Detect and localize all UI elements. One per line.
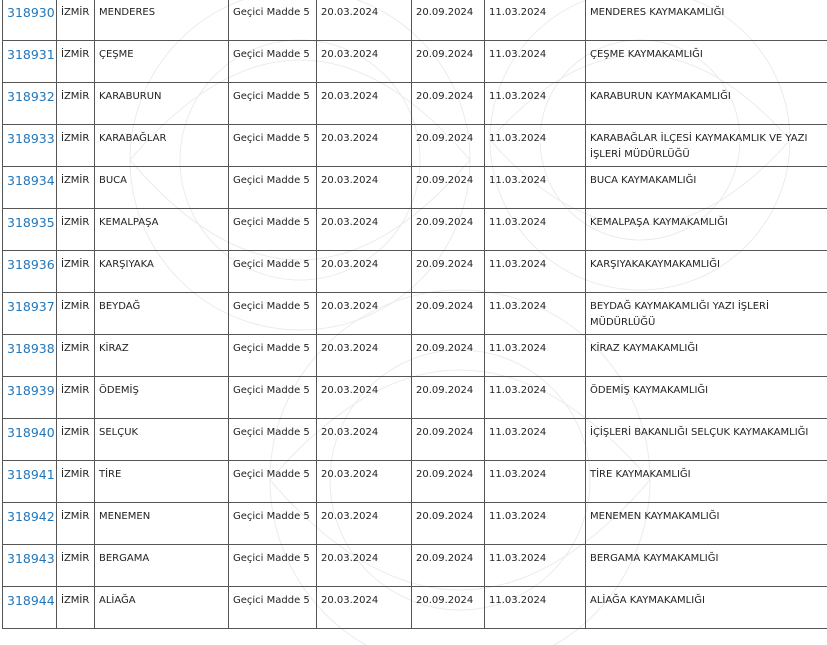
end-date-cell: 20.09.2024 — [412, 41, 485, 83]
institution-cell: İÇİŞLERİ BAKANLIĞI SELÇUK KAYMAKAMLIĞI — [586, 419, 827, 461]
id-cell — [3, 377, 57, 419]
table-row — [3, 125, 827, 167]
province-cell: İZMİR — [57, 0, 95, 41]
province-cell: İZMİR — [57, 587, 95, 629]
date-cell: 11.03.2024 — [485, 167, 586, 209]
institution-cell: KEMALPAŞA KAYMAKAMLIĞI — [586, 209, 827, 251]
district-cell: KİRAZ — [95, 335, 229, 377]
date-cell: 11.03.2024 — [485, 251, 586, 293]
institution-cell: BERGAMA KAYMAKAMLIĞI — [586, 545, 827, 587]
article-cell: Geçici Madde 5 — [229, 251, 317, 293]
institution-cell: ALİAĞA KAYMAKAMLIĞI — [586, 587, 827, 629]
end-date-cell: 20.09.2024 — [412, 0, 485, 41]
institution-cell: ÇEŞME KAYMAKAMLIĞI — [586, 41, 827, 83]
district-cell: MENDERES — [95, 0, 229, 41]
province-cell: İZMİR — [57, 125, 95, 167]
id-cell — [3, 461, 57, 503]
date-cell: 11.03.2024 — [485, 125, 586, 167]
date-cell: 11.03.2024 — [485, 335, 586, 377]
province-cell: İZMİR — [57, 167, 95, 209]
table-row — [3, 545, 827, 587]
table-row — [3, 461, 827, 503]
id-cell — [3, 251, 57, 293]
record-id-link[interactable]: 318938 — [7, 341, 55, 356]
province-cell: İZMİR — [57, 377, 95, 419]
end-date-cell: 20.09.2024 — [412, 461, 485, 503]
institution-cell: BUCA KAYMAKAMLIĞI — [586, 167, 827, 209]
date-cell: 11.03.2024 — [485, 587, 586, 629]
table-row — [3, 293, 827, 335]
end-date-cell: 20.09.2024 — [412, 167, 485, 209]
article-cell: Geçici Madde 5 — [229, 125, 317, 167]
id-cell — [3, 0, 57, 41]
id-cell — [3, 209, 57, 251]
start-date-cell: 20.03.2024 — [317, 503, 412, 545]
article-cell: Geçici Madde 5 — [229, 545, 317, 587]
date-cell: 11.03.2024 — [485, 209, 586, 251]
article-cell: Geçici Madde 5 — [229, 461, 317, 503]
start-date-cell: 20.03.2024 — [317, 0, 412, 41]
id-cell — [3, 83, 57, 125]
start-date-cell: 20.03.2024 — [317, 587, 412, 629]
table-row — [3, 251, 827, 293]
date-cell: 11.03.2024 — [485, 377, 586, 419]
end-date-cell: 20.09.2024 — [412, 545, 485, 587]
end-date-cell: 20.09.2024 — [412, 209, 485, 251]
end-date-cell: 20.09.2024 — [412, 293, 485, 335]
province-cell: İZMİR — [57, 41, 95, 83]
start-date-cell: 20.03.2024 — [317, 377, 412, 419]
end-date-cell: 20.09.2024 — [412, 419, 485, 461]
article-cell: Geçici Madde 5 — [229, 0, 317, 41]
id-cell — [3, 419, 57, 461]
end-date-cell: 20.09.2024 — [412, 251, 485, 293]
record-id-link[interactable]: 318939 — [7, 383, 55, 398]
institution-cell: MENDERES KAYMAKAMLIĞI — [586, 0, 827, 41]
end-date-cell: 20.09.2024 — [412, 125, 485, 167]
date-cell: 11.03.2024 — [485, 41, 586, 83]
district-cell: KEMALPAŞA — [95, 209, 229, 251]
record-id-link[interactable]: 318941 — [7, 467, 55, 482]
table-row — [3, 83, 827, 125]
article-cell: Geçici Madde 5 — [229, 377, 317, 419]
record-id-link[interactable]: 318942 — [7, 509, 55, 524]
end-date-cell: 20.09.2024 — [412, 377, 485, 419]
district-cell: BUCA — [95, 167, 229, 209]
table-row — [3, 0, 827, 41]
record-id-link[interactable]: 318931 — [7, 47, 55, 62]
institution-cell: KİRAZ KAYMAKAMLIĞI — [586, 335, 827, 377]
date-cell: 11.03.2024 — [485, 293, 586, 335]
id-cell — [3, 41, 57, 83]
table-row — [3, 41, 827, 83]
province-cell: İZMİR — [57, 335, 95, 377]
district-cell: BEYDAĞ — [95, 293, 229, 335]
district-cell: BERGAMA — [95, 545, 229, 587]
institution-cell: KARABURUN KAYMAKAMLIĞI — [586, 83, 827, 125]
institution-cell: MENEMEN KAYMAKAMLIĞI — [586, 503, 827, 545]
start-date-cell: 20.03.2024 — [317, 545, 412, 587]
start-date-cell: 20.03.2024 — [317, 41, 412, 83]
province-cell: İZMİR — [57, 503, 95, 545]
table-row — [3, 335, 827, 377]
district-cell: MENEMEN — [95, 503, 229, 545]
end-date-cell: 20.09.2024 — [412, 503, 485, 545]
date-cell: 11.03.2024 — [485, 461, 586, 503]
district-cell: KARŞIYAKA — [95, 251, 229, 293]
table-row — [3, 419, 827, 461]
record-id-link[interactable]: 318943 — [7, 551, 55, 566]
province-cell: İZMİR — [57, 209, 95, 251]
id-cell — [3, 293, 57, 335]
start-date-cell: 20.03.2024 — [317, 335, 412, 377]
date-cell: 11.03.2024 — [485, 83, 586, 125]
id-cell — [3, 125, 57, 167]
id-cell — [3, 167, 57, 209]
district-cell: TİRE — [95, 461, 229, 503]
institution-cell: ÖDEMİŞ KAYMAKAMLIĞI — [586, 377, 827, 419]
district-cell: ÇEŞME — [95, 41, 229, 83]
article-cell: Geçici Madde 5 — [229, 419, 317, 461]
district-cell: KARABAĞLAR — [95, 125, 229, 167]
start-date-cell: 20.03.2024 — [317, 251, 412, 293]
institution-cell: KARABAĞLAR İLÇESİ KAYMAKAMLIK VE YAZI İŞLERİ MÜDÜRLÜĞÜ — [586, 125, 827, 167]
date-cell: 11.03.2024 — [485, 503, 586, 545]
record-id-link[interactable]: 318936 — [7, 257, 55, 272]
institution-cell: TİRE KAYMAKAMLIĞI — [586, 461, 827, 503]
start-date-cell: 20.03.2024 — [317, 419, 412, 461]
table-row — [3, 587, 827, 629]
article-cell: Geçici Madde 5 — [229, 41, 317, 83]
results-table — [2, 0, 827, 629]
district-cell: ALİAĞA — [95, 587, 229, 629]
article-cell: Geçici Madde 5 — [229, 587, 317, 629]
article-cell: Geçici Madde 5 — [229, 293, 317, 335]
record-id-link[interactable]: 318935 — [7, 215, 55, 230]
article-cell: Geçici Madde 5 — [229, 209, 317, 251]
district-cell: ÖDEMİŞ — [95, 377, 229, 419]
record-id-link[interactable]: 318933 — [7, 131, 55, 146]
record-id-link[interactable]: 318930 — [7, 5, 55, 20]
province-cell: İZMİR — [57, 83, 95, 125]
id-cell — [3, 545, 57, 587]
province-cell: İZMİR — [57, 293, 95, 335]
article-cell: Geçici Madde 5 — [229, 167, 317, 209]
province-cell: İZMİR — [57, 461, 95, 503]
district-cell: SELÇUK — [95, 419, 229, 461]
table-row — [3, 377, 827, 419]
id-cell — [3, 503, 57, 545]
article-cell: Geçici Madde 5 — [229, 335, 317, 377]
province-cell: İZMİR — [57, 419, 95, 461]
record-id-link[interactable]: 318940 — [7, 425, 55, 440]
table-body — [3, 0, 827, 629]
table-row — [3, 167, 827, 209]
institution-cell: BEYDAĞ KAYMAKAMLIĞI YAZI İŞLERİ MÜDÜRLÜĞÜ — [586, 293, 827, 335]
record-id-link[interactable]: 318934 — [7, 173, 55, 188]
district-cell: KARABURUN — [95, 83, 229, 125]
end-date-cell: 20.09.2024 — [412, 83, 485, 125]
article-cell: Geçici Madde 5 — [229, 83, 317, 125]
start-date-cell: 20.03.2024 — [317, 209, 412, 251]
institution-cell: KARŞIYAKAKAYMAKAMLIĞI — [586, 251, 827, 293]
start-date-cell: 20.03.2024 — [317, 167, 412, 209]
date-cell: 11.03.2024 — [485, 0, 586, 41]
start-date-cell: 20.03.2024 — [317, 293, 412, 335]
id-cell — [3, 587, 57, 629]
id-cell — [3, 335, 57, 377]
start-date-cell: 20.03.2024 — [317, 461, 412, 503]
table-row — [3, 209, 827, 251]
record-id-link[interactable]: 318932 — [7, 89, 55, 104]
date-cell: 11.03.2024 — [485, 545, 586, 587]
article-cell: Geçici Madde 5 — [229, 503, 317, 545]
end-date-cell: 20.09.2024 — [412, 587, 485, 629]
record-id-link[interactable]: 318937 — [7, 299, 55, 314]
end-date-cell: 20.09.2024 — [412, 335, 485, 377]
province-cell: İZMİR — [57, 251, 95, 293]
start-date-cell: 20.03.2024 — [317, 83, 412, 125]
date-cell: 11.03.2024 — [485, 419, 586, 461]
table-row — [3, 503, 827, 545]
province-cell: İZMİR — [57, 545, 95, 587]
record-id-link[interactable]: 318944 — [7, 593, 55, 608]
start-date-cell: 20.03.2024 — [317, 125, 412, 167]
